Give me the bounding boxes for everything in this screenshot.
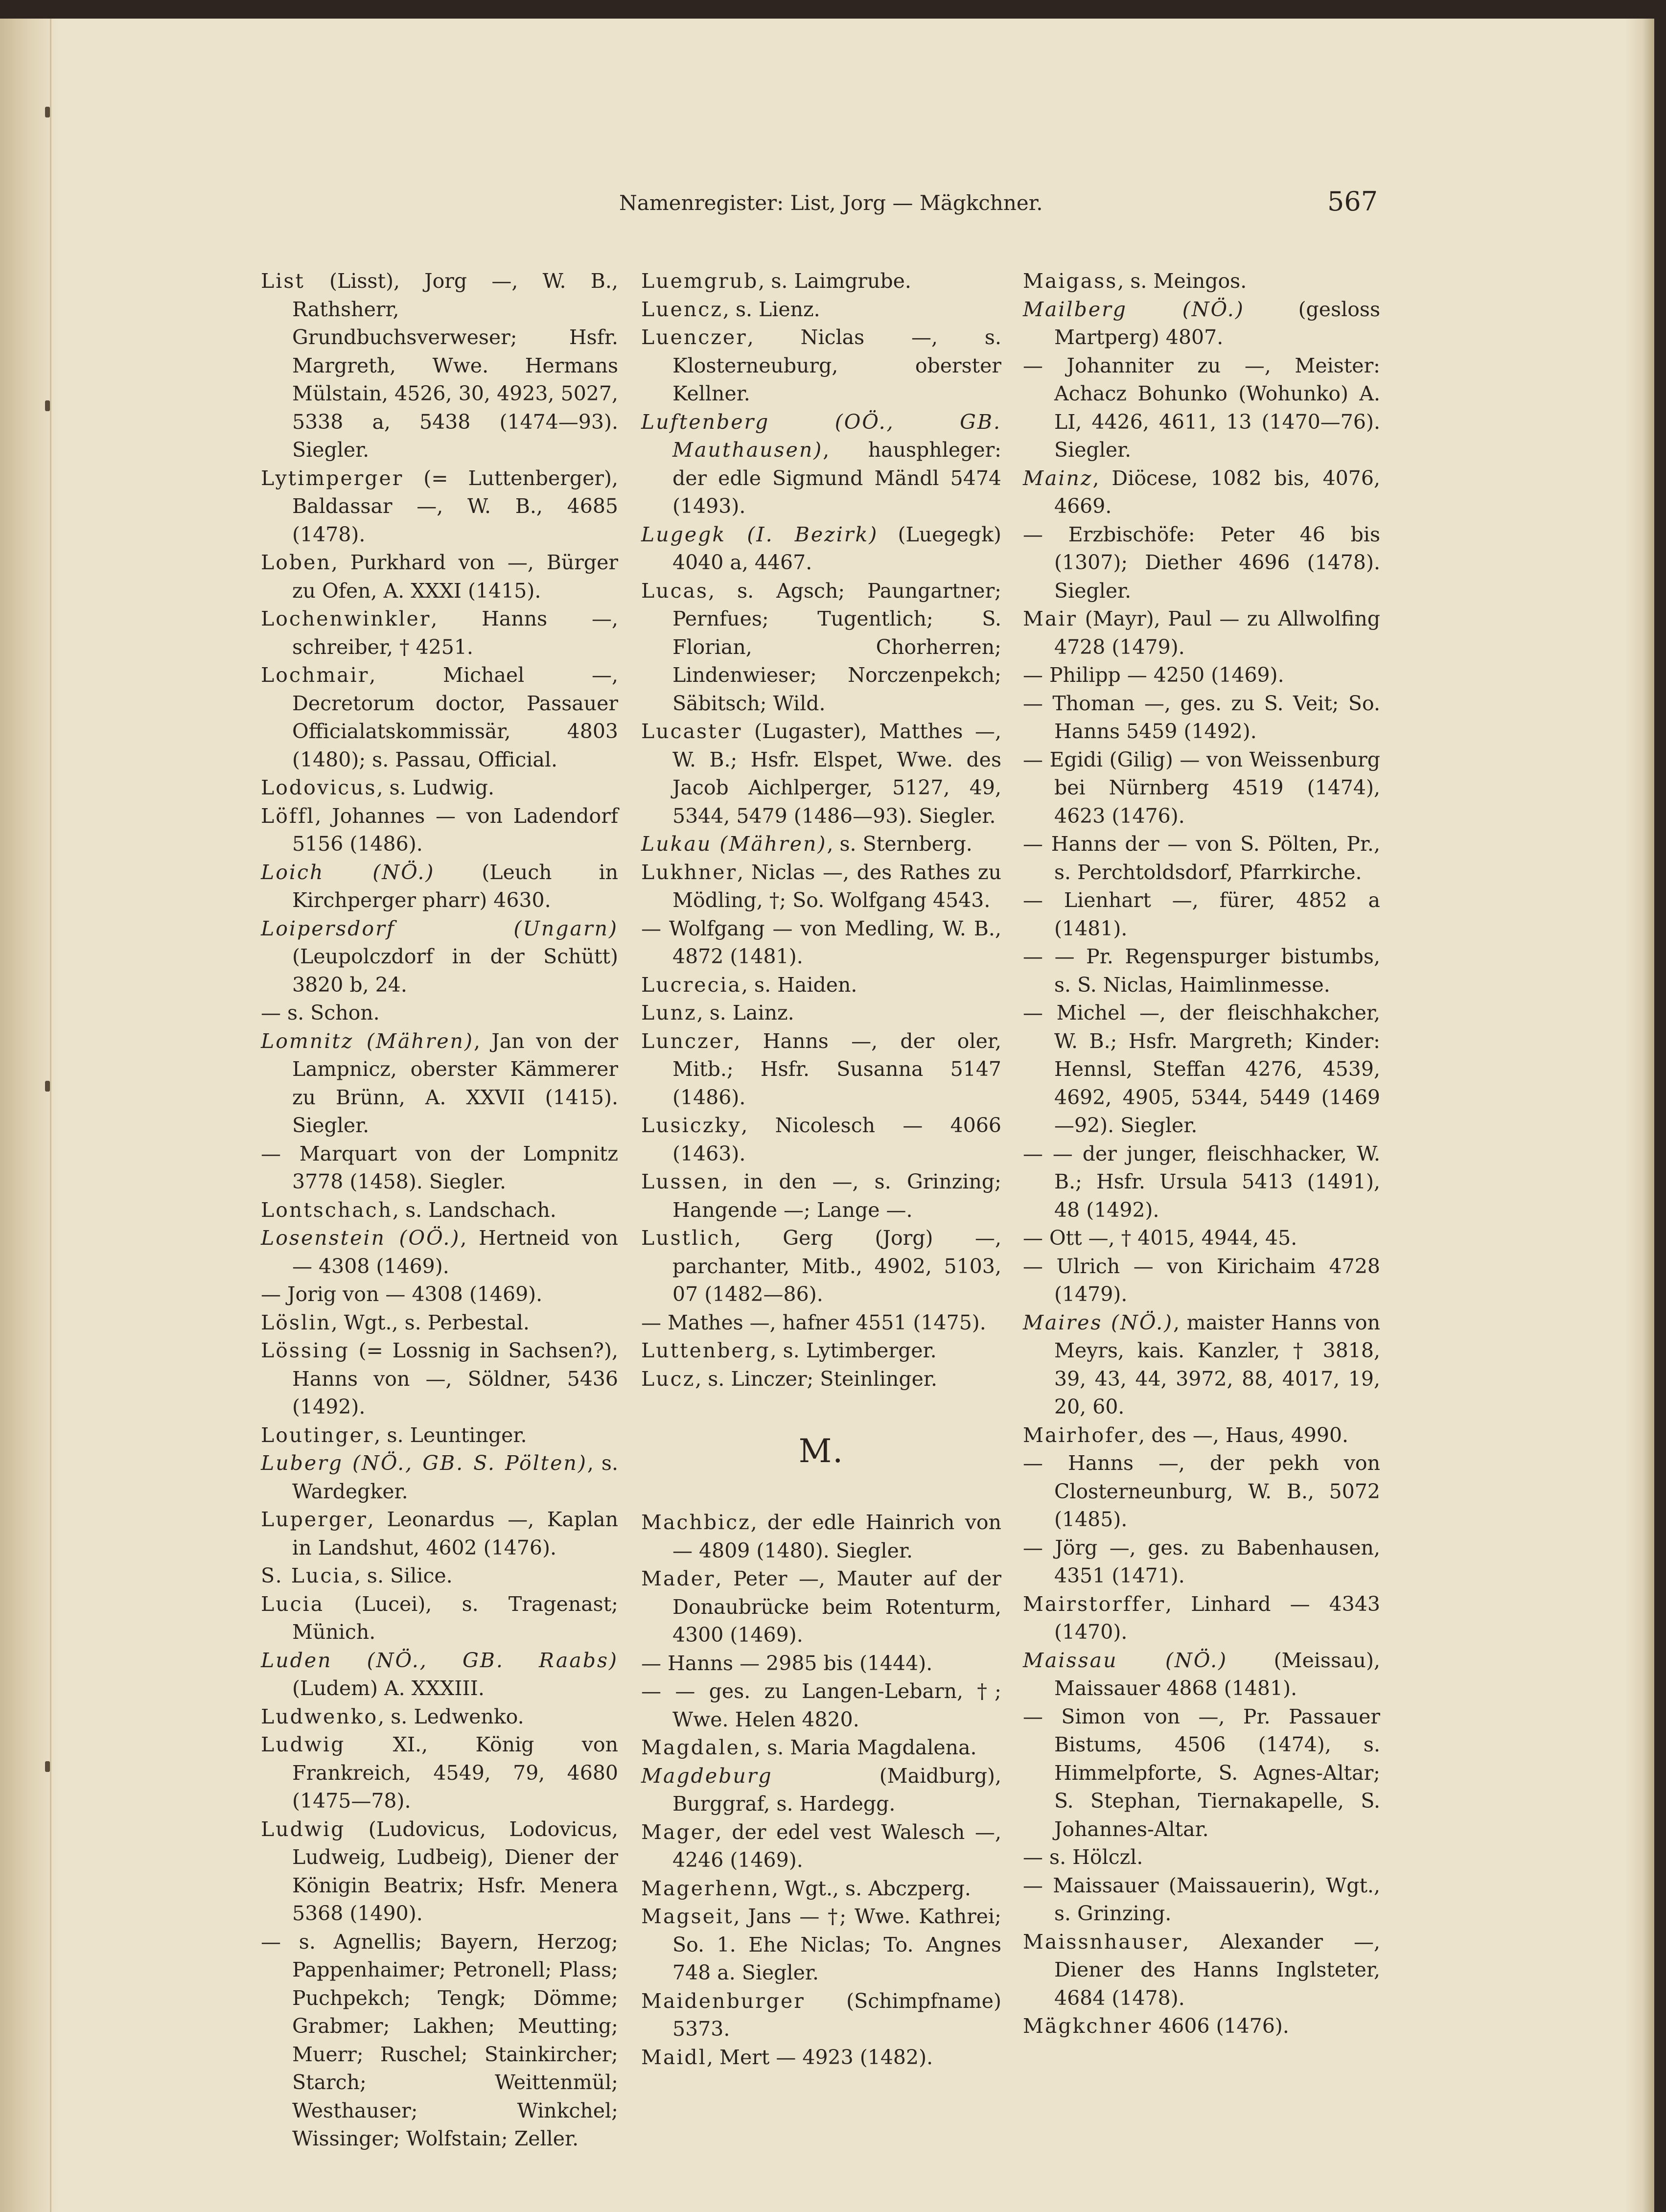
- entry-text: , Michael —, Decretorum doctor, Passauer Officialatskommissär, 4803 (1480); s. Passau, Official.: [292, 663, 618, 771]
- index-entry: [261, 859, 618, 915]
- entry-text: (Lucei), s. Tragenast; Münich.: [292, 1592, 618, 1644]
- index-entry: [641, 1337, 1001, 1365]
- entry-keyword: Mairstorffer: [1023, 1592, 1166, 1616]
- entry-keyword: Magerhenn: [641, 1876, 772, 1900]
- entry-text: , Diöcese, 1082 bis, 4076, 4669.: [1054, 466, 1380, 518]
- entry-text: , s. Meingos.: [1117, 269, 1247, 293]
- entry-keyword: S. Lucia: [261, 1564, 354, 1587]
- entry-keyword: Luttenberg: [641, 1339, 770, 1362]
- entry-text: (gesloss Martperg) 4807.: [1054, 297, 1380, 349]
- entry-text: — Wolfgang — von Medling, W. B., 4872 (1481).: [641, 916, 1001, 968]
- entry-keyword: Mair: [1023, 607, 1078, 630]
- index-entry: [641, 2044, 1001, 2072]
- entry-text: , s. Lytimberger.: [770, 1339, 937, 1362]
- entry-keyword: Lössing: [261, 1339, 349, 1362]
- binding-thread-mark: [45, 1761, 50, 1772]
- entry-text: , Niclas —, s. Klosterneuburg, oberster Kellner.: [672, 326, 1001, 405]
- entry-text: — Lienhart —, fürer, 4852 a (1481).: [1023, 888, 1380, 940]
- entry-keyword: Lytimperger: [261, 466, 404, 490]
- spine-fold-line: [50, 19, 51, 2212]
- entry-text: (Ludovicus, Lodovicus, Ludweig, Ludbeig), Diener der Königin Beatrix; Hsfr. Menera 5368 (1490).: [292, 1817, 618, 1925]
- entry-keyword: Lucas: [641, 579, 709, 603]
- entry-text: , s. Ledwenko.: [378, 1704, 524, 1728]
- entry-text: , s. Landschach.: [393, 1198, 556, 1222]
- index-entry: [641, 1168, 1001, 1224]
- index-entry: [261, 1421, 618, 1450]
- entry-text: , s. Silice.: [354, 1564, 453, 1587]
- entry-keyword: Lucia: [261, 1592, 324, 1616]
- index-entry: [1023, 830, 1380, 886]
- entry-keyword: Lucrecia: [641, 973, 741, 997]
- entry-text: (Luegegk) 4040 a, 4467.: [672, 522, 1001, 574]
- index-entry: [641, 718, 1001, 830]
- index-entry: [641, 1112, 1001, 1168]
- entry-text: (Lugaster), Matthes —, W. B.; Hsfr. Elspet, Wwe. des Jacob Aichlperger, 5127, 49, 5344, 5479 (1486—93). Siegler.: [672, 720, 1001, 828]
- entry-keyword: Luftenberg (OÖ., GB. Mauthausen): [641, 410, 1001, 462]
- index-entry: [641, 1875, 1001, 1903]
- entry-keyword: Lodovicus: [261, 776, 377, 799]
- entry-text: — Jorig von — 4308 (1469).: [261, 1282, 543, 1306]
- section-letter-heading: M.: [798, 1432, 844, 1470]
- index-entry: [641, 1027, 1001, 1112]
- index-entry: [1023, 1703, 1380, 1844]
- entry-keyword: Lustlich: [641, 1226, 735, 1250]
- entry-text: , s. Lienz.: [722, 297, 820, 321]
- index-entry: [1023, 605, 1380, 661]
- index-entry: [641, 267, 1001, 296]
- entry-text: , s. Maria Magdalena.: [754, 1736, 977, 1759]
- index-entry: [261, 1281, 618, 1309]
- entry-text: , Nicolesch — 4066 (1463).: [672, 1114, 1001, 1165]
- index-entry: [641, 1565, 1001, 1650]
- entry-text: , Niclas —, des Rathes zu Mödling, †; So. Wolfgang 4543.: [672, 860, 1001, 912]
- index-entry: [261, 1731, 618, 1816]
- entry-keyword: Maidl: [641, 2045, 707, 2069]
- entry-text: — Mathes —, hafner 4551 (1475).: [641, 1310, 986, 1334]
- index-entry: [641, 915, 1001, 971]
- index-entry: [261, 1449, 618, 1506]
- entry-keyword: Maissau (NÖ.): [1023, 1648, 1228, 1672]
- index-column-left: [261, 267, 618, 2153]
- entry-keyword: Maires (NÖ.): [1023, 1310, 1174, 1334]
- entry-keyword: Loipersdorf (Ungarn): [261, 916, 618, 940]
- index-entry: [1023, 465, 1380, 521]
- entry-keyword: List: [261, 269, 305, 293]
- entry-text: , s. Wardegker.: [292, 1451, 618, 1503]
- entry-text: — Ott —, † 4015, 4944, 45.: [1023, 1226, 1297, 1250]
- entry-keyword: Machbicz: [641, 1511, 751, 1534]
- entry-text: , Wgt., s. Perbestal.: [331, 1310, 530, 1334]
- entry-text: , s. Linczer; Steinlinger.: [695, 1367, 938, 1391]
- entry-text: (Schimpfname) 5373.: [672, 1989, 1001, 2041]
- binding-thread-mark: [45, 107, 50, 117]
- index-entry: [641, 1650, 1001, 1678]
- index-entry: [1023, 1140, 1380, 1225]
- index-entry: [261, 1506, 618, 1562]
- entry-text: , Linhard — 4343 (1470).: [1054, 1592, 1380, 1644]
- index-entry: [641, 1903, 1001, 1987]
- entry-keyword: Losenstein (OÖ.): [261, 1226, 461, 1250]
- entry-keyword: Loich (NÖ.): [261, 860, 435, 884]
- entry-text: (Maidburg), Burggraf, s. Hardegg.: [672, 1764, 1001, 1816]
- entry-text: (= Lossnig in Sachsen?), Hanns von —, Söldner, 5436 (1492).: [292, 1339, 618, 1419]
- entry-text: , Gerg (Jorg) —, parchanter, Mitb., 4902, 5103, 07 (1482—86).: [672, 1226, 1001, 1306]
- entry-keyword: Loutinger: [261, 1423, 374, 1447]
- entry-text: , der edel vest Walesch —, 4246 (1469).: [672, 1820, 1001, 1872]
- index-entry: [1023, 1928, 1380, 2013]
- entry-text: 4606 (1476).: [1152, 2014, 1289, 2038]
- entry-keyword: Lugegk (I. Bezirk): [641, 522, 879, 546]
- index-entry: [641, 577, 1001, 718]
- entry-keyword: Luperger: [261, 1508, 368, 1531]
- index-entry: [1023, 352, 1380, 465]
- entry-text: — — der junger, fleischhacker, W. B.; Hsfr. Ursula 5413 (1491), 48 (1492).: [1023, 1141, 1380, 1222]
- index-entry: [1023, 1647, 1380, 1703]
- entry-text: , Peter —, Mauter auf der Donaubrücke beim Rotenturm, 4300 (1469).: [672, 1567, 1001, 1647]
- entry-keyword: Luencz: [641, 297, 723, 321]
- index-entry: [1023, 999, 1380, 1140]
- entry-keyword: Lontschach: [261, 1198, 393, 1222]
- entry-text: — s. Hölczl.: [1023, 1845, 1143, 1869]
- entry-text: — Thoman —, ges. zu S. Veit; So. Hanns 5459 (1492).: [1023, 691, 1380, 743]
- index-entry: [261, 1703, 618, 1731]
- entry-text: XI., König von Frankreich, 4549, 79, 4680 (1475—78).: [292, 1733, 618, 1813]
- index-entry: [261, 915, 618, 1000]
- entry-keyword: Luenczer: [641, 326, 747, 349]
- entry-text: , Hanns —, schreiber, † 4251.: [292, 607, 618, 659]
- index-entry: [641, 324, 1001, 408]
- entry-keyword: Ludwig: [261, 1733, 346, 1756]
- entry-keyword: Löffl: [261, 804, 315, 828]
- entry-text: , Wgt., s. Abczperg.: [772, 1876, 971, 1900]
- index-entry: [261, 465, 618, 549]
- index-entry: [641, 859, 1001, 915]
- entry-text: , Mert — 4923 (1482).: [706, 2045, 933, 2069]
- entry-text: — Ulrich — von Kirichaim 4728 (1479).: [1023, 1254, 1380, 1306]
- index-entry: [261, 549, 618, 605]
- entry-keyword: Lochmair: [261, 663, 370, 687]
- index-entry: [261, 661, 618, 774]
- binding-thread-mark: [45, 400, 50, 411]
- index-entry: [641, 296, 1001, 324]
- entry-text: — s. Schon.: [261, 1001, 380, 1025]
- index-entry: [1023, 1843, 1380, 1872]
- entry-text: — Simon von —, Pr. Passauer Bistums, 4506 (1474), s. Himmelpforte, S. Agnes-Altar; S. Stephan, Tiernakapelle, S. Johannes-Altar.: [1023, 1704, 1380, 1841]
- running-header: Namenregister: List, Jorg — Mägkchner.: [619, 191, 1043, 215]
- page-edge-shadow: [1625, 19, 1654, 2212]
- entry-keyword: Lucz: [641, 1367, 695, 1391]
- index-entry: [261, 999, 618, 1027]
- index-entry: [261, 774, 618, 802]
- index-entry: [641, 1677, 1001, 1734]
- index-entry: [641, 1762, 1001, 1818]
- entry-keyword: Magdeburg: [641, 1764, 773, 1788]
- entry-text: — Hanns — 2985 bis (1444).: [641, 1651, 933, 1675]
- index-entry: [1023, 296, 1380, 352]
- index-entry: [641, 1224, 1001, 1309]
- entry-keyword: Ludwig: [261, 1817, 346, 1841]
- entry-keyword: Maissnhauser: [1023, 1930, 1183, 1954]
- entry-keyword: Maigass: [1023, 269, 1118, 293]
- index-entry: [1023, 1421, 1380, 1450]
- index-entry: [641, 1309, 1001, 1337]
- entry-text: (= Luttenberger), Baldassar —, W. B., 4685 (1478).: [292, 466, 618, 546]
- entry-text: , Jans — †; Wwe. Kathrei; So. 1. Ehe Niclas; To. Angnes 748 a. Siegler.: [672, 1905, 1001, 1984]
- entry-text: , in den —, s. Grinzing; Hangende —; Lange —.: [672, 1170, 1001, 1222]
- index-entry: [261, 1196, 618, 1225]
- entry-keyword: Mairhofer: [1023, 1423, 1139, 1447]
- entry-text: — Philipp — 4250 (1469).: [1023, 663, 1284, 687]
- entry-keyword: Mader: [641, 1567, 716, 1590]
- index-entry: [261, 1140, 618, 1196]
- entry-text: , Leonardus —, Kaplan in Landshut, 4602 (1476).: [292, 1508, 618, 1560]
- index-entry: [1023, 1449, 1380, 1534]
- index-entry: [261, 1816, 618, 1928]
- entry-text: , Johannes — von Ladendorf 5156 (1486).: [292, 804, 618, 856]
- entry-text: , s. Agsch; Paungartner; Pernfues; Tugentlich; S. Florian, Chorherren; Lindenwieser; Norczenpekch; Säbitsch; Wild.: [672, 579, 1001, 715]
- entry-keyword: Lochenwinkler: [261, 607, 431, 630]
- entry-keyword: Ludwenko: [261, 1704, 378, 1728]
- entry-text: , s. Leuntinger.: [374, 1423, 527, 1447]
- index-entry: [261, 1562, 618, 1590]
- index-entry: [1023, 1253, 1380, 1309]
- entry-text: (Ludem) A. XXXIII.: [292, 1676, 485, 1700]
- entry-text: — s. Agnellis; Bayern, Herzog; Pappenhaimer; Petronell; Plass; Puchpekch; Tengk; Dömme; Grabmer; Lakhen; Meutting; Muerr; Ruschel; Stainkircher; Starch; Weittenmül; Westhauser; Winkchel; Wissinger; Wolfstain; Zeller.: [261, 1930, 618, 2150]
- entry-text: (Leuch in Kirchperger pharr) 4630.: [292, 860, 618, 912]
- entry-text: , Hanns —, der oler, Mitb.; Hsfr. Susanna 5147 (1486).: [672, 1029, 1001, 1109]
- entry-keyword: Lukau (Mähren): [641, 832, 827, 856]
- entry-keyword: Magdalen: [641, 1736, 755, 1759]
- entry-text: , s. Lainz.: [696, 1001, 794, 1025]
- index-entry: [1023, 2012, 1380, 2041]
- entry-keyword: Mager: [641, 1820, 716, 1844]
- index-entry: [1023, 943, 1380, 999]
- index-entry: [261, 267, 618, 465]
- index-entry: [1023, 1224, 1380, 1253]
- index-entry: [261, 605, 618, 661]
- index-entry: [1023, 1534, 1380, 1590]
- entry-text: (Mayr), Paul — zu Allwolfing 4728 (1479).: [1054, 607, 1380, 659]
- index-entry: [261, 1224, 618, 1281]
- entry-text: — Marquart von der Lompnitz 3778 (1458). Siegler.: [261, 1141, 618, 1193]
- book-page: [0, 19, 1654, 2212]
- entry-text: , Alexander —, Diener des Hanns Inglsteter, 4684 (1478).: [1054, 1930, 1380, 2010]
- index-entry: [641, 1818, 1001, 1875]
- index-column-middle: [641, 267, 1001, 2072]
- entry-keyword: Lunz: [641, 1001, 697, 1025]
- index-entry: [261, 1309, 618, 1337]
- entry-text: , der edle Hainrich von — 4809 (1480). Siegler.: [672, 1511, 1001, 1562]
- index-entry: [261, 1647, 618, 1703]
- entry-keyword: Lunczer: [641, 1029, 734, 1053]
- binding-thread-mark: [45, 1081, 50, 1092]
- entry-text: , Jan von der Lampnicz, oberster Kämmerer zu Brünn, A. XXVII (1415). Siegler.: [292, 1029, 618, 1137]
- entry-text: , hausphleger: der edle Sigmund Mändl 5474 (1493).: [672, 438, 1001, 518]
- index-entry: [1023, 746, 1380, 831]
- entry-text: — — ges. zu Langen-Lebarn, †; Wwe. Helen 4820.: [641, 1679, 1001, 1731]
- index-entry: [641, 1509, 1001, 1565]
- entry-keyword: Lomnitz (Mähren): [261, 1029, 474, 1053]
- index-entry: [1023, 267, 1380, 296]
- entry-text: , s. Laimgrube.: [758, 269, 911, 293]
- index-entry: [261, 802, 618, 859]
- entry-keyword: Lussen: [641, 1170, 722, 1193]
- entry-text: , s. Ludwig.: [376, 776, 495, 799]
- entry-text: — — Pr. Regenspurger bistumbs, s. S. Niclas, Haimlinmesse.: [1023, 945, 1380, 997]
- index-entry: [641, 999, 1001, 1027]
- entry-text: (Leupolczdorf in der Schütt) 3820 b, 24.: [292, 945, 618, 997]
- entry-keyword: Luden (NÖ., GB. Raabs): [261, 1648, 618, 1672]
- entry-keyword: Löslin: [261, 1310, 331, 1334]
- entry-keyword: Loben: [261, 551, 331, 574]
- index-entry: [1023, 886, 1380, 943]
- index-entry: [261, 1590, 618, 1647]
- index-entry: [641, 1365, 1001, 1394]
- index-entry: [1023, 690, 1380, 746]
- entry-keyword: Mägkchner: [1023, 2014, 1153, 2038]
- index-entry: [641, 830, 1001, 859]
- entry-keyword: Lusiczky: [641, 1114, 741, 1137]
- index-entry: [1023, 521, 1380, 605]
- page-number: 567: [1327, 186, 1378, 217]
- entry-text: , des —, Haus, 4990.: [1138, 1423, 1349, 1447]
- entry-text: — Maissauer (Maissauerin), Wgt., s. Grinzing.: [1023, 1873, 1380, 1925]
- entry-text: (Lisst), Jorg —, W. B., Rathsherr, Grundbuchsverweser; Hsfr. Margreth, Wwe. Hermans Mülstain, 4526, 30, 4923, 5027, 5338 a, 5438 (1474—93). Siegler.: [292, 269, 618, 462]
- entry-text: , maister Hanns von Meyrs, kais. Kanzler, † 3818, 39, 43, 44, 3972, 88, 4017, 19, 20, 60.: [1054, 1310, 1380, 1419]
- index-entry: [261, 1928, 618, 2153]
- entry-keyword: Luemgrub: [641, 269, 759, 293]
- entry-text: — Hanns —, der pekh von Closterneunburg, W. B., 5072 (1485).: [1023, 1451, 1380, 1531]
- index-entry: [1023, 1872, 1380, 1928]
- entry-keyword: Lucaster: [641, 720, 742, 743]
- entry-text: , s. Sternberg.: [827, 832, 972, 856]
- entry-text: , s. Haiden.: [741, 973, 857, 997]
- entry-keyword: Mainz: [1023, 466, 1093, 490]
- entry-keyword: Maidenburger: [641, 1989, 805, 2013]
- index-entry: [261, 1337, 618, 1421]
- entry-text: (Meissau), Maissauer 4868 (1481).: [1054, 1648, 1380, 1700]
- index-entry: [641, 971, 1001, 1000]
- index-entry: [1023, 1590, 1380, 1647]
- entry-text: — Hanns der — von S. Pölten, Pr., s. Perchtoldsdorf, Pfarrkirche.: [1023, 832, 1380, 884]
- index-entry: [641, 1734, 1001, 1762]
- index-column-right: [1023, 267, 1380, 2041]
- entry-text: — Johanniter zu —, Meister: Achacz Bohunko (Wohunko) A. LI, 4426, 4611, 13 (1470—76). Siegler.: [1023, 353, 1380, 462]
- index-entry: [1023, 661, 1380, 690]
- entry-text: , Hertneid von — 4308 (1469).: [292, 1226, 618, 1278]
- index-entry: [641, 1987, 1001, 2044]
- entry-text: — Egidi (Gilig) — von Weissenburg bei Nürnberg 4519 (1474), 4623 (1476).: [1023, 747, 1380, 828]
- entry-keyword: Luberg (NÖ., GB. S. Pölten): [261, 1451, 587, 1475]
- entry-text: — Erzbischöfe: Peter 46 bis (1307); Diether 4696 (1478). Siegler.: [1023, 522, 1380, 603]
- entry-keyword: Lukhner: [641, 860, 738, 884]
- entry-keyword: Mailberg (NÖ.): [1023, 297, 1245, 321]
- index-entry: [641, 521, 1001, 577]
- entry-keyword: Magseit: [641, 1905, 734, 1928]
- index-entry: [641, 408, 1001, 521]
- index-entry: [1023, 1309, 1380, 1421]
- index-entry: [261, 1027, 618, 1140]
- entry-text: — Jörg —, ges. zu Babenhausen, 4351 (1471).: [1023, 1536, 1380, 1587]
- entry-text: , Purkhard von —, Bürger zu Ofen, A. XXXI (1415).: [292, 551, 618, 603]
- entry-text: — Michel —, der fleischhakcher, W. B.; Hsfr. Margreth; Kinder: Hennsl, Steffan 4276, 4539, 4692, 4905, 5344, 5449 (1469—92). Siegler.: [1023, 1001, 1380, 1137]
